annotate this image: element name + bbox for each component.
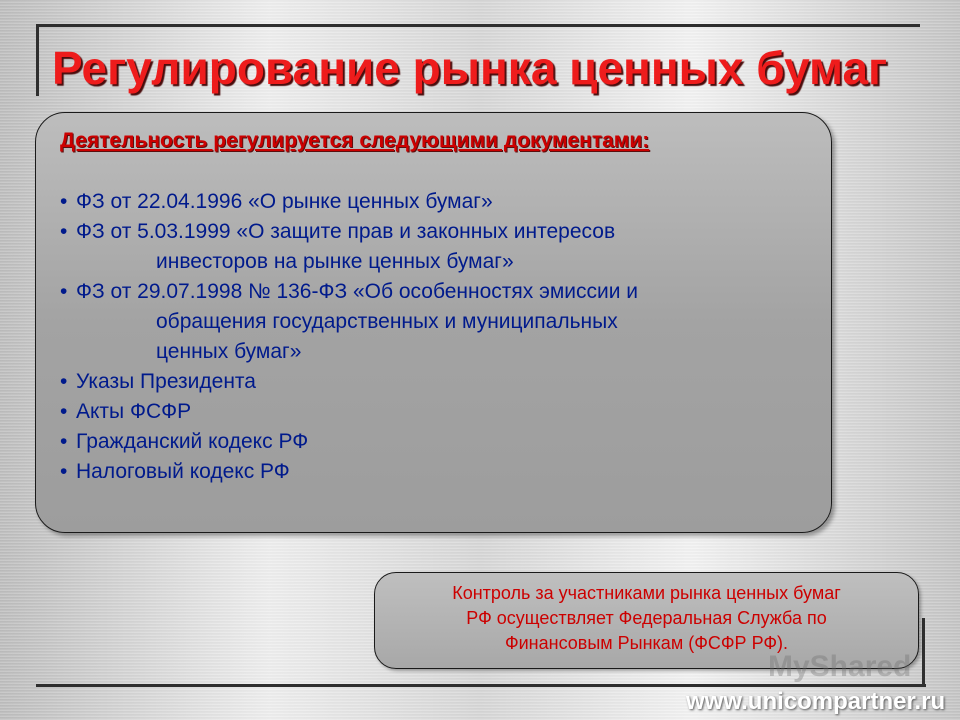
list-item xyxy=(36,187,833,217)
bullet-icon: • xyxy=(60,370,68,393)
list-item xyxy=(36,277,833,367)
list-item xyxy=(36,367,833,397)
list-item xyxy=(36,427,833,457)
list-item-text: Налоговый кодекс РФ xyxy=(76,460,290,483)
list-item-text: ФЗ от 22.04.1996 «О рынке ценных бумаг» xyxy=(76,190,493,213)
list-item-text: Гражданский кодекс РФ xyxy=(76,430,309,453)
slide-title: Регулирование рынка ценных бумаг xyxy=(52,42,888,94)
bullet-icon: • xyxy=(60,280,68,303)
frame-line-top-left xyxy=(36,24,39,96)
control-note-line: РФ осуществляет Федеральная Служба по xyxy=(466,608,827,628)
list-item-text: ФЗ от 29.07.1998 № 136-ФЗ «Об особенностях эмиссии и xyxy=(76,280,639,303)
documents-list xyxy=(36,187,833,487)
list-item-text: Указы Президента xyxy=(76,370,256,393)
documents-heading: Деятельность регулируется следующими документами: xyxy=(60,129,650,152)
list-item-text: Акты ФСФР xyxy=(76,400,192,423)
control-note-line: Финансовым Рынкам (ФСФР РФ). xyxy=(504,633,789,653)
bullet-icon: • xyxy=(60,220,68,243)
documents-box xyxy=(35,112,832,533)
list-item-text: ФЗ от 5.03.1999 «О защите прав и законных интересов xyxy=(76,220,616,243)
watermark-logo: MyShared xyxy=(768,650,912,683)
list-item-text-continued: ценных бумаг» xyxy=(156,340,302,363)
bullet-icon: • xyxy=(60,190,68,213)
watermark-site-text: www.unicompartner.ru xyxy=(686,688,946,715)
bullet-icon: • xyxy=(60,430,68,453)
bullet-icon: • xyxy=(60,400,68,423)
frame-line-bottom xyxy=(36,684,926,687)
list-item-text-continued: обращения государственных и муниципальных xyxy=(156,310,618,333)
frame-line-bottom-right xyxy=(922,618,925,687)
list-item xyxy=(36,217,833,277)
list-item xyxy=(36,457,833,487)
frame-line-top xyxy=(36,24,920,27)
list-item xyxy=(36,397,833,427)
list-item-text-continued: инвесторов на рынке ценных бумаг» xyxy=(156,250,514,273)
control-note-line: Контроль за участниками рынка ценных бумаг xyxy=(452,583,841,603)
bullet-icon: • xyxy=(60,460,68,483)
